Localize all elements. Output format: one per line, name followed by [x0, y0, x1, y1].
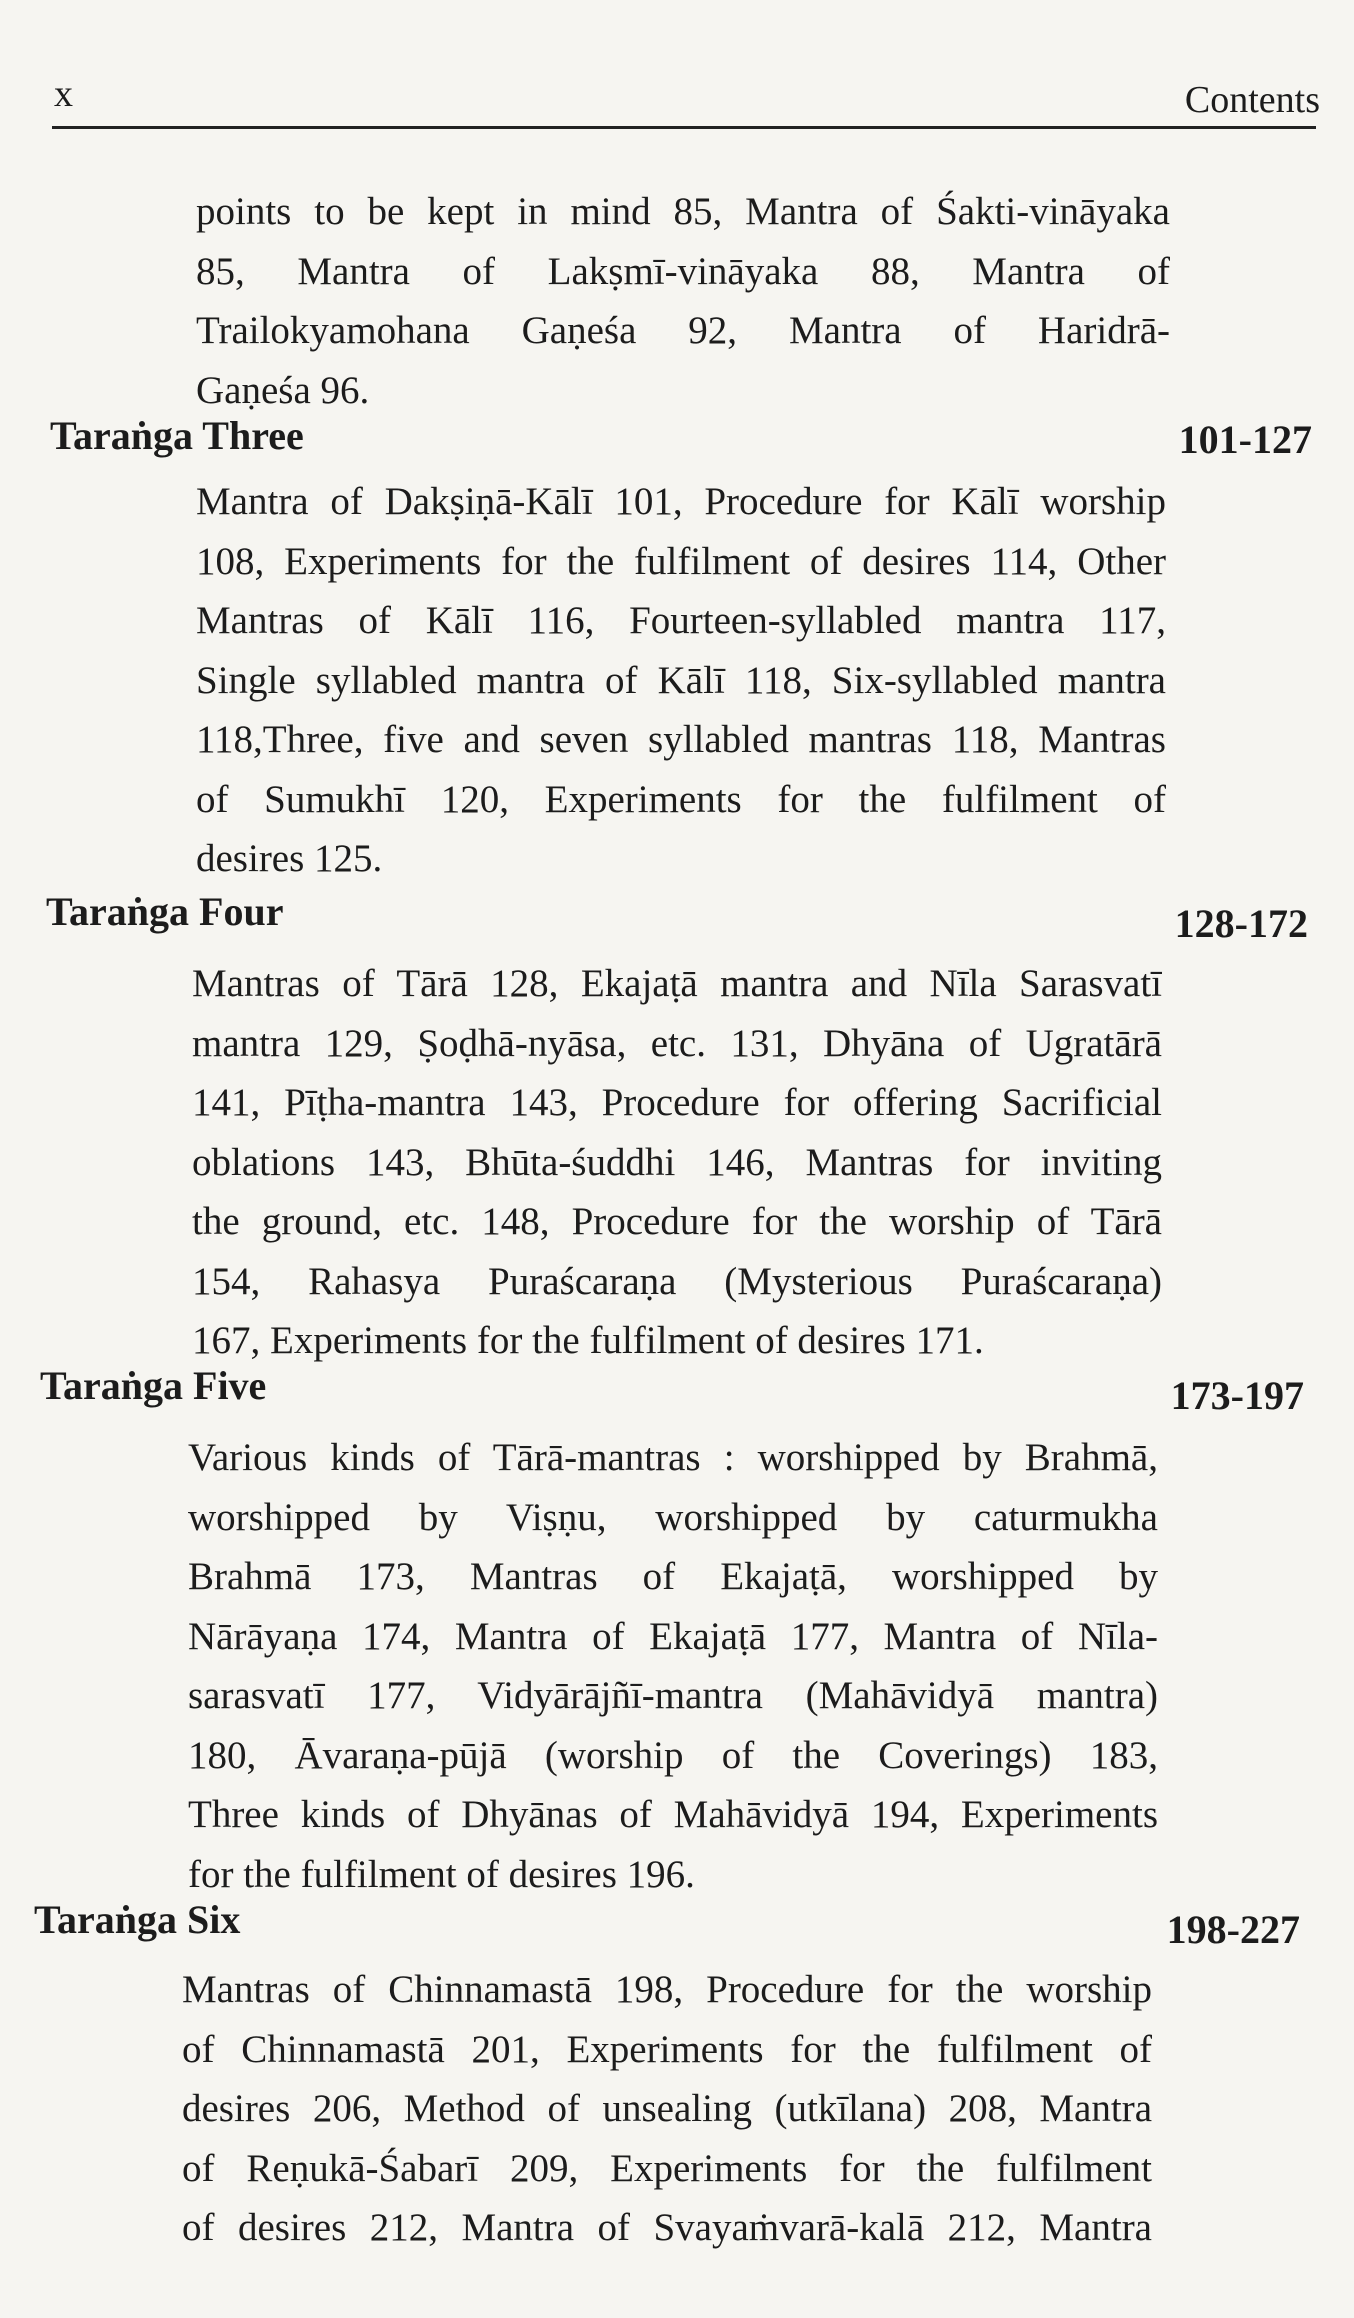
entry-page-range: 101-127 — [1178, 417, 1312, 462]
description-line: Mantras of Chinnamastā 198, Procedure for the worship — [182, 1968, 1152, 2011]
description-line: Single syllabled mantra of Kālī 118, Six-syllabled mantra — [196, 658, 1166, 702]
entry-heading: Taraṅga Five — [40, 1363, 267, 1408]
description-line: 118,Three, five and seven syllabled mantras 118, Mantras — [196, 718, 1166, 761]
description-line: desires 125. — [196, 837, 383, 880]
page-header — [52, 64, 1320, 129]
entry-heading: Taraṅga Four — [46, 889, 284, 934]
entry-page-range: 198-227 — [1166, 1907, 1300, 1952]
description-line: 180, Āvaraṇa-pūjā (worship of the Coverings) 183, — [188, 1733, 1158, 1777]
description-line: Trailokyamohana Gaṇeśa 92, Mantra of Haridrā- — [196, 309, 1170, 352]
description-line: sarasvatī 177, Vidyārājñī-mantra (Mahāvidyā mantra) — [188, 1674, 1158, 1717]
description-line: worshipped by Viṣṇu, worshipped by caturmukha — [188, 1495, 1158, 1539]
entry-description — [188, 1428, 1158, 1904]
description-line: Brahmā 173, Mantras of Ekajaṭā, worshipped by — [188, 1555, 1158, 1598]
description-line: for the fulfilment of desires 196. — [188, 1852, 695, 1896]
description-line: oblations 143, Bhūta-śuddhi 146, Mantras for inviting — [192, 1140, 1162, 1184]
description-line: of Reṇukā-Śabarī 209, Experiments for the fulfilment — [182, 2146, 1152, 2190]
description-line: Mantras of Kālī 116, Fourteen-syllabled mantra 117, — [196, 599, 1166, 642]
entry-page-range: 173-197 — [1170, 1373, 1304, 1418]
description-line: 167, Experiments for the fulfilment of desires 171. — [192, 1319, 984, 1362]
description-line: points to be kept in mind 85, Mantra of Śakti-vināyaka — [196, 190, 1170, 233]
entry-page-range: 128-172 — [1174, 901, 1308, 946]
description-line: mantra 129, Ṣoḍhā-nyāsa, etc. 131, Dhyāna of Ugratārā — [192, 1021, 1162, 1065]
description-line: of Sumukhī 120, Experiments for the fulfilment of — [196, 777, 1166, 821]
continuation-description — [196, 182, 1170, 420]
description-line: Nārāyaṇa 174, Mantra of Ekajaṭā 177, Mantra of Nīla- — [188, 1614, 1158, 1658]
entry-heading: Taraṅga Three — [50, 413, 304, 458]
description-line: of Chinnamastā 201, Experiments for the fulfilment of — [182, 2027, 1152, 2071]
running-head: Contents — [1184, 79, 1320, 121]
entry-description — [192, 954, 1162, 1371]
description-line: Three kinds of Dhyānas of Mahāvidyā 194, Experiments — [188, 1793, 1158, 1836]
description-line: 108, Experiments for the fulfilment of desires 114, Other — [196, 539, 1166, 583]
folio-number: x — [54, 73, 73, 115]
description-line: Various kinds of Tārā-mantras : worshipped by Brahmā, — [188, 1436, 1158, 1479]
description-line: Mantra of Dakṣiṇā-Kālī 101, Procedure for Kālī worship — [196, 480, 1166, 523]
description-line: desires 206, Method of unsealing (utkīlana) 208, Mantra — [182, 2087, 1152, 2130]
entry-description — [182, 1960, 1152, 2258]
description-line: the ground, etc. 148, Procedure for the worship of Tārā — [192, 1200, 1162, 1243]
entry-heading: Taraṅga Six — [34, 1897, 241, 1942]
description-line: Mantras of Tārā 128, Ekajaṭā mantra and Nīla Sarasvatī — [192, 962, 1162, 1005]
description-line: 154, Rahasya Puraścaraṇa (Mysterious Puraścaraṇa) — [192, 1259, 1162, 1303]
description-line: 141, Pīṭha-mantra 143, Procedure for offering Sacrificial — [192, 1081, 1162, 1124]
description-line: 85, Mantra of Lakṣmī-vināyaka 88, Mantra of — [196, 249, 1170, 293]
description-line: Gaṇeśa 96. — [196, 368, 370, 412]
description-line: of desires 212, Mantra of Svayaṁvarā-kalā 212, Mantra — [182, 2206, 1152, 2249]
entry-description — [196, 472, 1166, 889]
